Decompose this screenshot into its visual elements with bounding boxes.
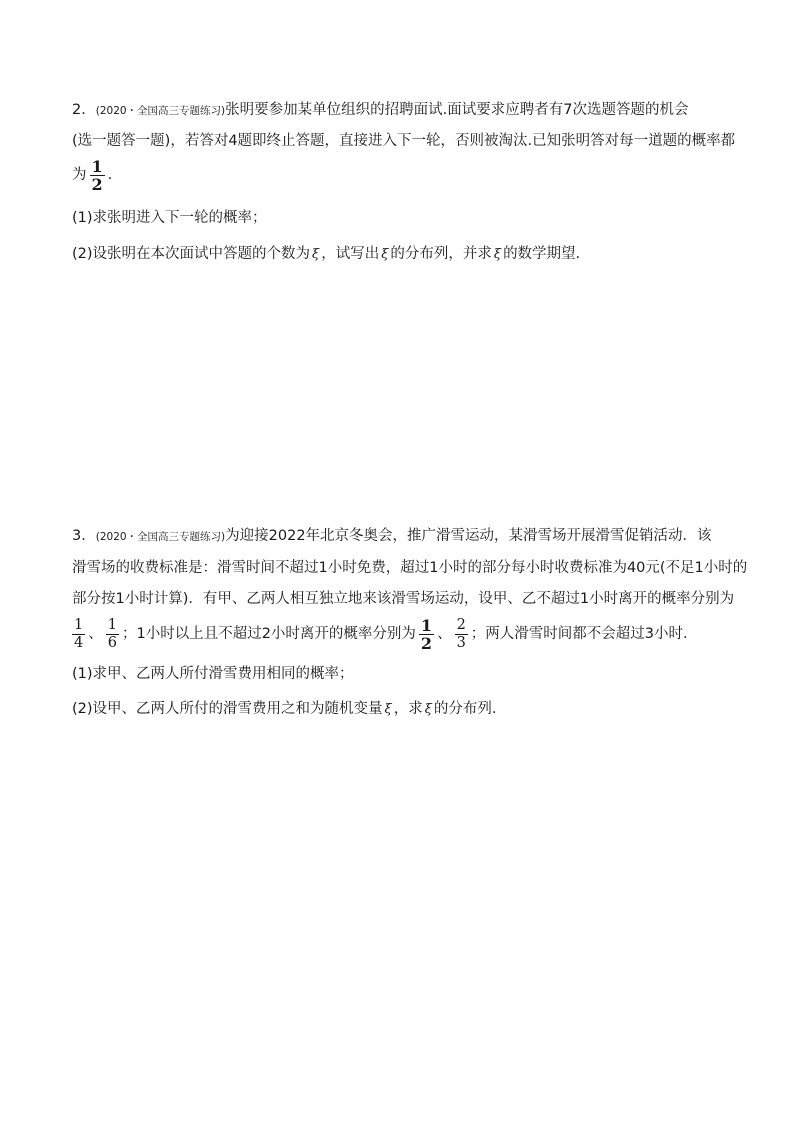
problem-2-part-1 — [72, 208, 267, 228]
fraction-denominator: 2 — [420, 633, 433, 653]
fraction-numerator: 2 — [456, 616, 466, 633]
xi-symbol: ξ — [312, 247, 320, 262]
problem-number: 2． — [72, 102, 96, 118]
fraction — [455, 617, 468, 652]
fraction-denominator: 2 — [91, 174, 103, 194]
fraction — [90, 158, 105, 193]
problem-3-line-2 — [72, 558, 747, 578]
problem-text: ；1小时以上且不超过2小时离开的概率分别为 — [121, 626, 416, 642]
fraction-denominator: 3 — [456, 634, 466, 651]
xi-symbol: ξ — [493, 247, 502, 262]
problem-3-part-2 — [72, 699, 497, 720]
question-part: (1)求甲、乙两人所付滑雪费用相同的概率； — [72, 666, 354, 682]
xi-symbol: ξ — [381, 247, 389, 262]
problem-2-line-2 — [72, 131, 735, 151]
problem-source: (2020・全国高三专题练习) — [95, 531, 226, 543]
problem-text: . — [107, 167, 113, 183]
fraction-denominator: 6 — [107, 634, 117, 651]
separator: 、 — [437, 626, 452, 642]
fraction-numerator: 1 — [107, 616, 117, 633]
problem-text: ；两人滑雪时间都不会超过3小时． — [470, 626, 698, 642]
question-part: ，试写出 — [321, 246, 380, 262]
question-part: 的分布列，并求 — [390, 246, 492, 262]
problem-3-part-1 — [72, 664, 354, 684]
problem-text: 为迎接2022年北京冬奥会，推广滑雪运动，某滑雪场开展滑雪促销活动．该 — [225, 528, 712, 544]
question-part: (1)求张明进入下一轮的概率； — [72, 210, 267, 226]
fraction — [72, 617, 85, 652]
question-part: 的分布列. — [433, 701, 497, 717]
problem-2-line-3 — [72, 156, 112, 194]
separator: 、 — [88, 626, 103, 642]
fraction-denominator: 4 — [74, 634, 84, 651]
xi-symbol: ξ — [424, 702, 432, 717]
problem-2-part-2 — [72, 244, 580, 265]
problem-3-line-1 — [72, 526, 712, 547]
problem-text: (选一题答一题)，若答对4题即终止答题，直接进入下一轮，否则被淘汰.已知张明答对每一道题的概率都 — [72, 133, 736, 149]
problem-3-line-3 — [72, 589, 734, 609]
problem-text: 张明要参加某单位组织的招聘面试.面试要求应聘者有7次选题答题的机会 — [225, 102, 689, 118]
problem-text: 滑雪场的收费标准是：滑雪时间不超过1小时免费，超过1小时的部分每小时收费标准为40元(不足1小时的 — [72, 560, 748, 576]
problem-source: (2020・全国高三专题练习) — [95, 105, 226, 117]
fraction-numerator: 1 — [420, 615, 433, 635]
fraction — [106, 617, 119, 652]
problem-text: 为 — [72, 167, 87, 183]
problem-number: 3． — [72, 528, 96, 544]
fraction — [419, 617, 434, 652]
xi-symbol: ξ — [384, 702, 392, 717]
problem-2-line-1 — [72, 100, 689, 121]
question-part: (2)设甲、乙两人所付的滑雪费用之和为随机变量 — [72, 701, 383, 717]
fraction-numerator: 1 — [91, 156, 103, 176]
fraction-numerator: 1 — [74, 616, 84, 633]
problem-3-line-4 — [72, 614, 698, 654]
question-part: (2)设张明在本次面试中答题的个数为 — [72, 246, 311, 262]
question-part: ，求 — [393, 701, 423, 717]
question-part: 的数学期望. — [503, 246, 581, 262]
problem-text: 部分按1小时计算)．有甲、乙两人相互独立地来该滑雪场运动，设甲、乙不超过1小时离开的概率分别为 — [72, 591, 735, 607]
